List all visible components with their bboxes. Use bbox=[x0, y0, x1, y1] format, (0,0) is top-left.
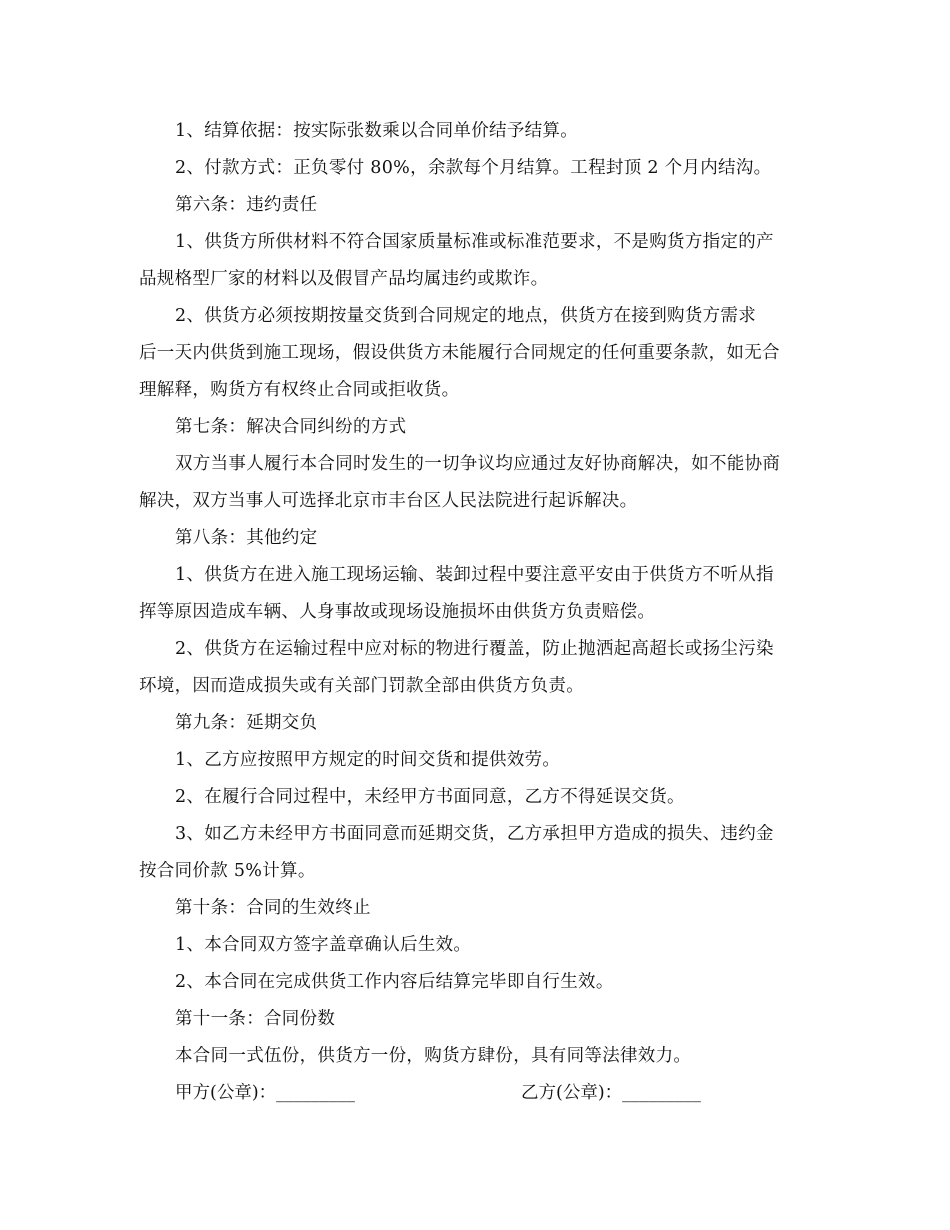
clause-payment-method: 2、付款方式：正负零付 80%，余款每个月结算。工程封顶 2 个月内结沟。 bbox=[175, 158, 772, 178]
paragraph-line: 按合同价款 5%计算。 bbox=[139, 861, 316, 881]
paragraph-line: 1、供货方在进入施工现场运输、装卸过程中要注意平安由于供货方不听从指 bbox=[175, 565, 774, 585]
paragraph-line: 本合同一式伍份，供货方一份，购货方肆份，具有同等法律效力。 bbox=[175, 1046, 692, 1066]
paragraph-line: 后一天内供货到施工现场，假设供货方未能履行合同规定的任何重要条款，如无合 bbox=[139, 343, 780, 363]
paragraph-line: 2、在履行合同过程中，未经甲方书面同意，乙方不得延误交货。 bbox=[175, 787, 685, 807]
party-a-seal-field: 甲方(公章)：_________ bbox=[175, 1083, 355, 1103]
signature-row bbox=[139, 1075, 811, 1112]
paragraph-line: 品规格型厂家的材料以及假冒产品均属违约或欺诈。 bbox=[139, 269, 549, 289]
paragraph-line: 环境，因而造成损失或有关部门罚款全部由供货方负责。 bbox=[139, 676, 584, 696]
paragraph-line: 挥等原因造成车辆、人身事故或现场设施损坏由供货方负责赔偿。 bbox=[139, 602, 656, 622]
paragraph-line: 3、如乙方未经甲方书面同意而延期交货，乙方承担甲方造成的损失、违约金 bbox=[175, 824, 774, 844]
article-8-heading: 第八条：其他约定 bbox=[175, 528, 318, 548]
paragraph-line: 2、供货方在运输过程中应对标的物进行覆盖，防止抛洒起高超长或扬尘污染 bbox=[175, 639, 774, 659]
article-10-heading: 第十条：合同的生效终止 bbox=[175, 898, 371, 918]
paragraph-line: 解决，双方当事人可选择北京市丰台区人民法院进行起诉解决。 bbox=[139, 491, 638, 511]
paragraph-line: 2、本合同在完成供货工作内容后结算完毕即自行生效。 bbox=[175, 972, 614, 992]
paragraph-line: 1、乙方应按照甲方规定的时间交货和提供效劳。 bbox=[175, 750, 561, 770]
article-9-heading: 第九条：延期交负 bbox=[175, 713, 318, 733]
party-b-seal-field: 乙方(公章)：_________ bbox=[521, 1083, 701, 1103]
contract-body bbox=[139, 113, 811, 1112]
paragraph-line: 理解释，购货方有权终止合同或拒收货。 bbox=[139, 380, 460, 400]
article-6-heading: 第六条：违约责任 bbox=[175, 195, 318, 215]
paragraph-line: 1、供货方所供材料不符合国家质量标准或标准范要求，不是购货方指定的产 bbox=[175, 232, 774, 252]
article-7-heading: 第七条：解决合同纠纷的方式 bbox=[175, 417, 407, 437]
article-11-heading: 第十一条：合同份数 bbox=[175, 1009, 336, 1029]
paragraph-line: 双方当事人履行本合同时发生的一切争议均应通过友好协商解决，如不能协商 bbox=[175, 454, 781, 474]
paragraph-line: 1、本合同双方签字盖章确认后生效。 bbox=[175, 935, 472, 955]
clause-settlement-basis: 1、结算依据：按实际张数乘以合同单价结予结算。 bbox=[175, 121, 579, 141]
paragraph-line: 2、供货方必须按期按量交货到合同规定的地点，供货方在接到购货方需求 bbox=[175, 306, 757, 326]
